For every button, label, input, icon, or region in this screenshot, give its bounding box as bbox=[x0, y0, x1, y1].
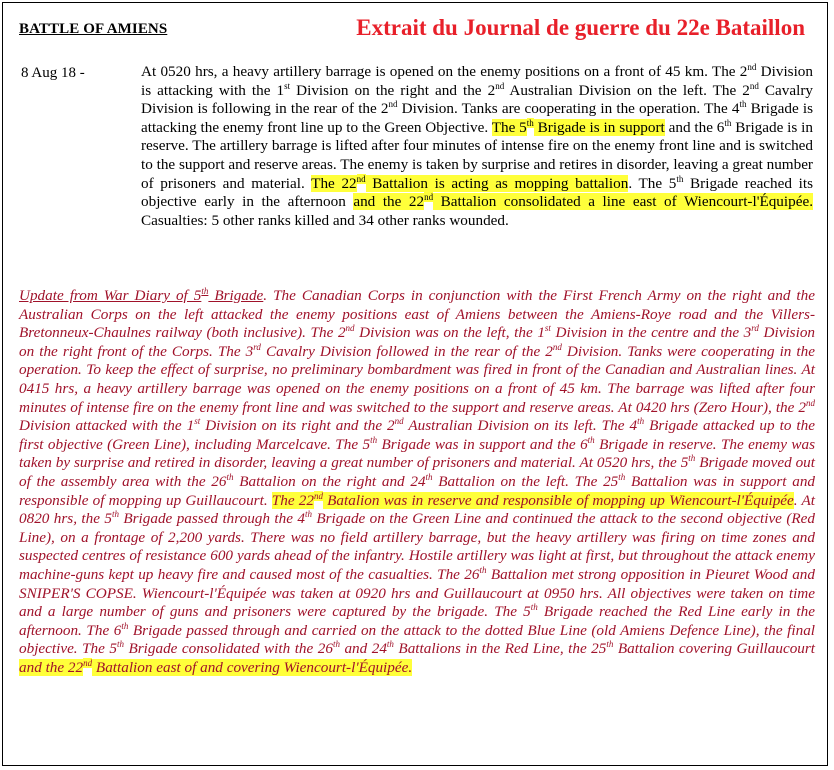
text-run: nd bbox=[749, 80, 759, 91]
text-run: Brigade reached its objective early in the afternoon bbox=[141, 174, 813, 211]
text-run: Brigade passed through the 4 bbox=[118, 510, 305, 528]
text-run: st bbox=[544, 323, 551, 334]
text-run: th bbox=[618, 471, 626, 482]
text-run: nd bbox=[388, 99, 398, 110]
update-paragraph bbox=[19, 287, 815, 677]
text-run: th bbox=[386, 639, 394, 650]
text-run: Casualties: 5 other ranks killed and 34 other ranks wounded. bbox=[141, 211, 509, 229]
text-run: At 0520 hrs, a heavy artillery barrage is opened on the enemy positions on a front of 45 km. The 2 bbox=[141, 63, 748, 80]
text-run: st bbox=[284, 80, 291, 91]
text-run: th bbox=[688, 453, 696, 464]
section-heading: BATTLE OF AMIENS bbox=[19, 21, 168, 37]
text-run: th bbox=[370, 434, 378, 445]
text-run: Brigade is attacking the enemy front line up to the Green Objective. bbox=[141, 100, 813, 136]
document-frame bbox=[2, 2, 828, 766]
entry-date: 8 Aug 18 - bbox=[21, 65, 85, 81]
text-run: th bbox=[530, 602, 538, 613]
highlighted-text: nd bbox=[356, 173, 366, 184]
text-run: Brigade passed through and carried on the attack to the dotted Blue Line (old Amiens Defence Line), the final objective. The 5 bbox=[19, 621, 816, 658]
text-run: Brigade in reserve. The enemy was taken by surprise and retired in disorder, leaving a great number of prisoners and material. At 0520 hrs, the 5 bbox=[19, 435, 815, 472]
highlighted-text: Battalion is acting as mopping battalion bbox=[365, 174, 629, 192]
text-run: Cavalry Division followed in the rear of the 2 bbox=[260, 342, 553, 360]
text-run: th bbox=[332, 639, 340, 650]
text-run: nd bbox=[345, 323, 355, 334]
text-run: Brigade was in support and the 6 bbox=[377, 435, 588, 453]
text-run: Division on the right and the 2 bbox=[290, 81, 496, 99]
text-run: Australian Division on its left. The 4 bbox=[403, 417, 638, 435]
highlighted-text: th bbox=[526, 117, 534, 128]
highlighted-text: Battalion consolidated a line east of Wiencourt-l'Équipée. bbox=[433, 193, 813, 211]
text-run: st bbox=[194, 416, 201, 427]
text-run: th bbox=[724, 117, 732, 128]
text-run: Battalions in the Red Line, the 25 bbox=[393, 640, 607, 658]
highlighted-text: The 22 bbox=[271, 491, 314, 509]
text-run: th bbox=[606, 639, 614, 650]
highlighted-text: nd bbox=[83, 657, 93, 668]
highlighted-text: and the 22 bbox=[353, 193, 425, 211]
text-run: th bbox=[637, 416, 645, 427]
text-run: and 24 bbox=[339, 640, 387, 658]
text-run: Division on the right front of the Corps. The 3 bbox=[19, 324, 816, 360]
text-run: th bbox=[226, 471, 234, 482]
underlined-text: Update from War Diary of 5 bbox=[19, 287, 202, 304]
text-run: Division attacked with the 1 bbox=[19, 417, 195, 435]
text-run: Division on its right and the 2 bbox=[200, 417, 395, 435]
text-run: th bbox=[116, 639, 124, 650]
highlighted-text: The 5 bbox=[491, 118, 527, 136]
entry-paragraph bbox=[141, 63, 813, 230]
highlighted-text: Battalion east of and covering Wiencourt-l'Équipée. bbox=[92, 658, 413, 676]
text-run: Australian Division on the left. The 2 bbox=[504, 81, 750, 99]
highlighted-text: The 22 bbox=[311, 174, 357, 192]
text-run: th bbox=[304, 509, 312, 520]
text-run: nd bbox=[806, 397, 815, 408]
text-run: Division was on the left, the 1 bbox=[354, 324, 545, 342]
text-run: Brigade is in reserve. The artillery barrage is lifted after four minutes of intense fire on the enemy front line and is switched to the support and reserve areas. The enemy is taken by surprise and retires in disorder, leaving a great number of prisoners and material. bbox=[141, 118, 813, 192]
text-run: nd bbox=[394, 416, 404, 427]
highlighted-text: nd bbox=[424, 192, 434, 203]
highlighted-text: nd bbox=[313, 490, 323, 501]
text-run: Brigade moved out of the assembly area with the 26 bbox=[19, 454, 815, 490]
text-run: Battalion on the right and 24 bbox=[233, 472, 426, 490]
text-run: Brigade on the Green Line and continued the attack to the second objective (Red Line), on a frontage of 2,200 yards. There was no field artillery barrage, but the heavy artillery was firing on time zones and suspected centres of resistance 600 yards ahead of the infantry. Hostile artillery was light at first, but throughout the attack enemy machine-guns kept up heavy fire and caused most of the casualties. The 26 bbox=[19, 510, 815, 583]
text-run: th bbox=[111, 509, 119, 520]
document-title: Extrait du Journal de guerre du 22e Bataillon bbox=[356, 15, 805, 40]
highlighted-text: Batalion was in reserve and responsible of mopping up Wiencourt-l'Équipée bbox=[322, 491, 794, 509]
text-run: Battalion on the left. The 25 bbox=[432, 472, 619, 490]
text-run: Brigade reached the Red Line early in the afternoon. The 6 bbox=[19, 603, 815, 639]
text-run: Battalion was in support and responsible of mopping up Guillaucourt. bbox=[19, 472, 816, 509]
underlined-text: th bbox=[201, 286, 209, 296]
text-run: rd bbox=[751, 323, 759, 334]
text-run: nd bbox=[747, 62, 757, 72]
text-run: . The Canadian Corps in conjunction with the First French Army on the right and the Australian Corps on the left attacked the enemy positions east of Amiens between the Amiens-Roye road and the Villers-Bretonneux-Chaulnes railway (both inclusive). The 2 bbox=[19, 287, 815, 342]
text-run: th bbox=[121, 620, 129, 631]
text-run: Division. Tanks are cooperating in the operation. The 4 bbox=[397, 100, 740, 118]
text-run: nd bbox=[495, 80, 505, 91]
underlined-text: Brigade bbox=[208, 287, 264, 304]
text-run: th bbox=[739, 99, 747, 110]
text-run: th bbox=[425, 471, 433, 482]
highlighted-text: Brigade is in support bbox=[533, 118, 665, 136]
text-run: Brigade attacked up to the first objective (Green Line), including Marcelcave. The 5 bbox=[19, 417, 815, 453]
text-run: Division. Tanks were cooperating in the operation. To keep the effect of surprise, no preliminary bombardment was fired in front of the Canadian and Australian lines. At 0415 hrs, a heavy artillery barrage was opened on the enemy positions on a front of 45 km. The barrage was lifted after four minutes of intense fire on the enemy front line and was switched to the support and reserve areas. At 0420 hrs (Zero Hour), the 2 bbox=[19, 342, 815, 416]
highlighted-text: and the 22 bbox=[19, 658, 84, 676]
text-run: Cavalry Division is following in the rear of the 2 bbox=[141, 81, 814, 118]
text-run: Division is attacking with the 1 bbox=[141, 63, 813, 99]
text-run: th bbox=[479, 564, 487, 575]
text-run: and the 6 bbox=[664, 118, 725, 136]
text-run: . The 5 bbox=[628, 174, 677, 192]
text-run: Battalion covering Guillaucourt bbox=[613, 640, 816, 658]
text-run: rd bbox=[253, 341, 261, 352]
text-run: Battalion met strong opposition in Pieuret Wood and SNIPER'S COPSE. Wiencourt-l'Équipée was taken at 0920 hrs and Guillaucourt at 0950 hrs. All objectives were taken on time and a large number of guns and prisoners were captured by the brigade. The 5 bbox=[19, 565, 815, 621]
text-run: Brigade consolidated with the 26 bbox=[124, 640, 333, 658]
text-run: th bbox=[587, 434, 595, 445]
text-run: Division in the centre and the 3 bbox=[550, 324, 752, 342]
text-run: . At 0820 hrs, the 5 bbox=[19, 491, 815, 528]
text-run: nd bbox=[552, 341, 562, 352]
text-run: th bbox=[676, 173, 684, 184]
